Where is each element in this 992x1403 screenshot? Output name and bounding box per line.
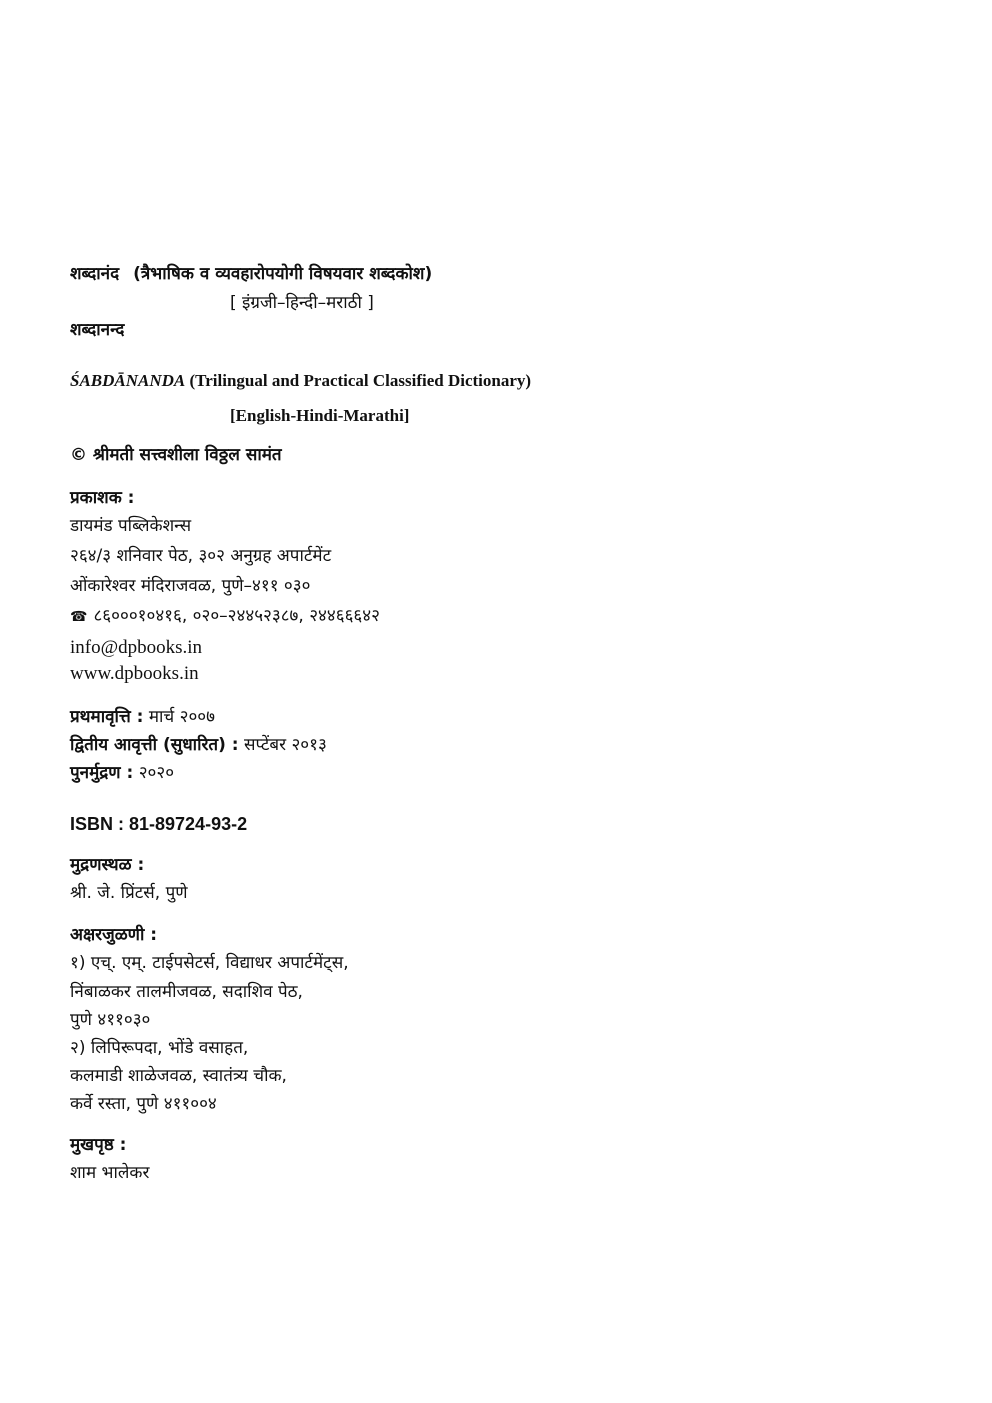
marathi-subtitle: (त्रैभाषिक व व्यवहारोपयोगी विषयवार शब्दकोश): [133, 264, 433, 284]
cover-artist: शाम भालेकर: [70, 1163, 150, 1183]
marathi-title-line: [70, 262, 432, 286]
english-title-line: [70, 369, 531, 393]
isbn: ISBN : 81-89724-93-2: [70, 814, 248, 834]
typesetting-line3: पुणे ४११०३०: [70, 1010, 151, 1030]
english-title: ŚABDĀNANDA: [70, 371, 186, 390]
publisher-phones: ८६०००१०४१६, ०२०–२४४५२३८७, २४४६६६४२: [93, 606, 380, 626]
first-edition-label: प्रथमावृत्ति :: [70, 707, 144, 727]
english-subtitle: (Trilingual and Practical Classified Dictionary): [189, 371, 532, 390]
publisher-address-line2: ओंकारेश्वर मंदिराजवळ, पुणे–४११ ०३०: [70, 576, 311, 596]
marathi-languages: [ इंग्रजी–हिन्दी–मराठी ]: [230, 293, 374, 313]
publisher-email: info@dpbooks.in: [70, 637, 203, 658]
reprint-line: [70, 761, 174, 785]
second-edition-line: [70, 733, 327, 757]
marathi-title: शब्दानंद: [70, 264, 120, 284]
phone-icon: ☎: [70, 609, 88, 625]
publisher-website: www.dpbooks.in: [70, 663, 199, 684]
reprint-label: पुनर्मुद्रण :: [70, 763, 134, 783]
typesetting-label: अक्षरजुळणी :: [70, 925, 158, 945]
typesetting-line6: कर्वे रस्ता, पुणे ४११००४: [70, 1094, 217, 1114]
typesetting-line5: कलमाडी शाळेजवळ, स्वातंत्र्य चौक,: [70, 1066, 287, 1086]
printer-label: मुद्रणस्थळ :: [70, 855, 145, 875]
publisher-phone-line: [70, 604, 380, 629]
copyright-line: © श्रीमती सत्त्वशीला विठ्ठल सामंत: [70, 445, 282, 465]
publisher-address-line1: २६४/३ शनिवार पेठ, ३०२ अनुग्रह अपार्टमेंट: [70, 546, 332, 566]
printer-name: श्री. जे. प्रिंटर्स, पुणे: [70, 883, 188, 903]
first-edition-line: [70, 705, 215, 729]
reprint-value: २०२०: [138, 763, 175, 783]
hindi-title: शब्दानन्द: [70, 320, 125, 340]
second-edition-value: सप्टेंबर २०१३: [244, 735, 327, 755]
typesetting-line2: निंबाळकर तालमीजवळ, सदाशिव पेठ,: [70, 982, 303, 1002]
second-edition-label: द्वितीय आवृत्ती (सुधारित) :: [70, 735, 239, 755]
publisher-label: प्रकाशक :: [70, 488, 135, 508]
typesetting-line1: १) एच्. एम्. टाईपसेटर्स, विद्याधर अपार्टमेंट्स,: [70, 953, 349, 973]
publisher-name: डायमंड पब्लिकेशन्स: [70, 516, 192, 536]
cover-label: मुखपृष्ठ :: [70, 1135, 127, 1155]
typesetting-line4: २) लिपिरूपदा, भोंडे वसाहत,: [70, 1038, 249, 1058]
english-languages: [English-Hindi-Marathi]: [230, 406, 410, 425]
first-edition-value: मार्च २००७: [148, 707, 215, 727]
